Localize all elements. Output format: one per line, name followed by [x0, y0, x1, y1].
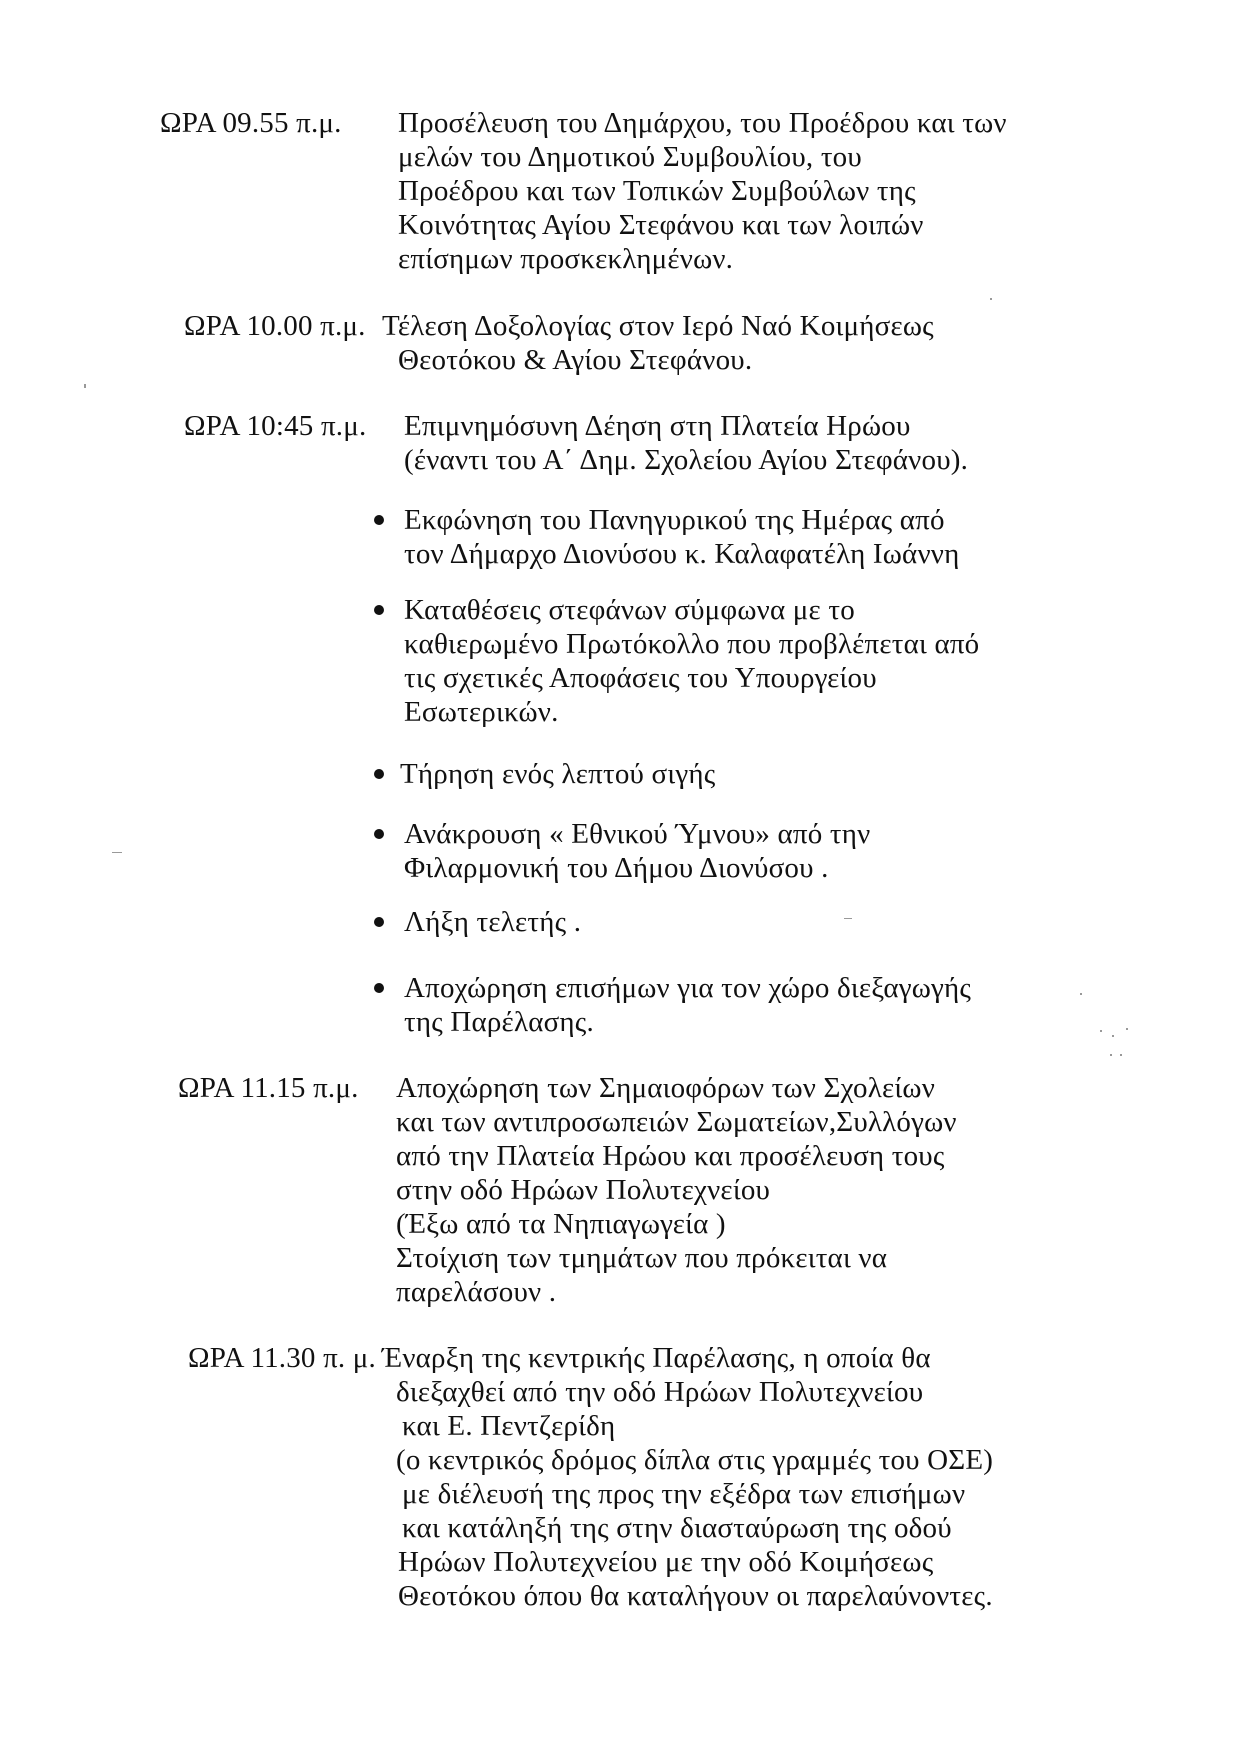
- entry-1115-line-4: στην οδό Ηρώων Πολυτεχνείου: [396, 1174, 771, 1206]
- entry-1130-line-1: Έναρξη της κεντρικής Παρέλασης, η οποία θα: [382, 1342, 931, 1374]
- time-label-0955: ΩΡΑ 09.55 π.μ.: [160, 107, 342, 139]
- scan-speck: [844, 918, 852, 919]
- scan-speck: [1080, 993, 1082, 995]
- entry-1115-line-6: Στοίχιση των τμημάτων που πρόκειται να: [396, 1242, 888, 1274]
- entry-0955-line-1: Προσέλευση του Δημάρχου, του Προέδρου και των: [398, 107, 1007, 139]
- entry-1000-line-1: Τέλεση Δοξολογίας στον Ιερό Ναό Κοιμήσεως: [382, 310, 934, 342]
- time-label-1130: ΩΡΑ 11.30 π. μ.: [188, 1342, 377, 1374]
- entry-1045-line-1: Επιμνημόσυνη Δέηση στη Πλατεία Ηρώου: [404, 410, 911, 442]
- bullet-item-2-line-1: Καταθέσεις στεφάνων σύμφωνα με το: [404, 594, 855, 626]
- entry-1130-line-6: και κατάληξή της στην διασταύρωση της οδού: [402, 1512, 952, 1544]
- entry-0955-line-2: μελών του Δημοτικού Συμβουλίου, του: [398, 141, 862, 173]
- bullet-dot: [374, 769, 384, 779]
- bullet-item-2-line-4: Εσωτερικών.: [404, 696, 559, 728]
- scan-speck: [1110, 1054, 1112, 1056]
- bullet-dot: [374, 605, 384, 615]
- scan-speck: [1100, 1030, 1102, 1032]
- scan-speck: [990, 298, 992, 300]
- scan-speck: [112, 852, 122, 853]
- entry-0955-line-5: επίσημων προσκεκλημένων.: [398, 243, 734, 275]
- entry-1115-line-7: παρελάσουν .: [396, 1276, 557, 1308]
- bullet-item-4-line-2: Φιλαρμονική του Δήμου Διονύσου .: [404, 852, 829, 884]
- bullet-item-3-line-1: Τήρηση ενός λεπτού σιγής: [400, 758, 716, 790]
- entry-1115-line-3: από την Πλατεία Ηρώου και προσέλευση τους: [396, 1140, 945, 1172]
- entry-1115-line-5: (Έξω από τα Νηπιαγωγεία ): [396, 1208, 726, 1240]
- entry-0955-line-3: Προέδρου και των Τοπικών Συμβούλων της: [398, 175, 916, 207]
- bullet-item-5-line-1: Λήξη τελετής .: [404, 906, 582, 938]
- scan-speck: [1112, 1035, 1114, 1037]
- bullet-item-6-line-2: της Παρέλασης.: [404, 1006, 594, 1038]
- time-label-1000: ΩΡΑ 10.00 π.μ.: [184, 310, 366, 342]
- entry-1130-line-5: με διέλευσή της προς την εξέδρα των επισήμων: [402, 1478, 966, 1510]
- entry-1115-line-1: Αποχώρηση των Σημαιοφόρων των Σχολείων: [396, 1072, 936, 1104]
- bullet-dot: [374, 829, 384, 839]
- entry-1130-line-4: (ο κεντρικός δρόμος δίπλα στις γραμμές του ΟΣΕ): [396, 1444, 994, 1476]
- time-label-1045: ΩΡΑ 10:45 π.μ.: [184, 410, 367, 442]
- bullet-item-6-line-1: Αποχώρηση επισήμων για τον χώρο διεξαγωγής: [404, 972, 972, 1004]
- entry-1045-line-2: (έναντι του Α΄ Δημ. Σχολείου Αγίου Στεφάνου).: [404, 444, 969, 476]
- scan-speck: [1120, 1054, 1122, 1056]
- bullet-item-4-line-1: Ανάκρουση « Εθνικού Ύμνου» από την: [404, 818, 871, 850]
- bullet-item-1-line-2: τον Δήμαρχο Διονύσου κ. Καλαφατέλη Ιωάννη: [404, 538, 960, 570]
- bullet-item-1-line-1: Εκφώνηση του Πανηγυρικού της Ημέρας από: [404, 504, 945, 536]
- scan-speck: [1126, 1028, 1128, 1030]
- bullet-dot: [374, 917, 384, 927]
- entry-0955-line-4: Κοινότητας Αγίου Στεφάνου και των λοιπών: [398, 209, 924, 241]
- bullet-dot: [374, 983, 384, 993]
- bullet-item-2-line-2: καθιερωμένο Πρωτόκολλο που προβλέπεται από: [404, 628, 980, 660]
- entry-1130-line-2: διεξαχθεί από την οδό Ηρώων Πολυτεχνείου: [396, 1376, 924, 1408]
- entry-1130-line-8: Θεοτόκου όπου θα καταλήγουν οι παρελαύνοντες.: [398, 1580, 993, 1612]
- bullet-item-2-line-3: τις σχετικές Αποφάσεις του Υπουργείου: [404, 662, 877, 694]
- entry-1130-line-3: και Ε. Πεντζερίδη: [402, 1410, 616, 1442]
- bullet-dot: [374, 515, 384, 525]
- entry-1130-line-7: Ηρώων Πολυτεχνείου με την οδό Κοιμήσεως: [398, 1546, 934, 1578]
- time-label-1115: ΩΡΑ 11.15 π.μ.: [178, 1072, 359, 1104]
- entry-1115-line-2: και των αντιπροσωπειών Σωματείων,Συλλόγων: [396, 1106, 957, 1138]
- scan-speck: [84, 384, 86, 388]
- entry-1000-line-2: Θεοτόκου & Αγίου Στεφάνου.: [398, 344, 753, 376]
